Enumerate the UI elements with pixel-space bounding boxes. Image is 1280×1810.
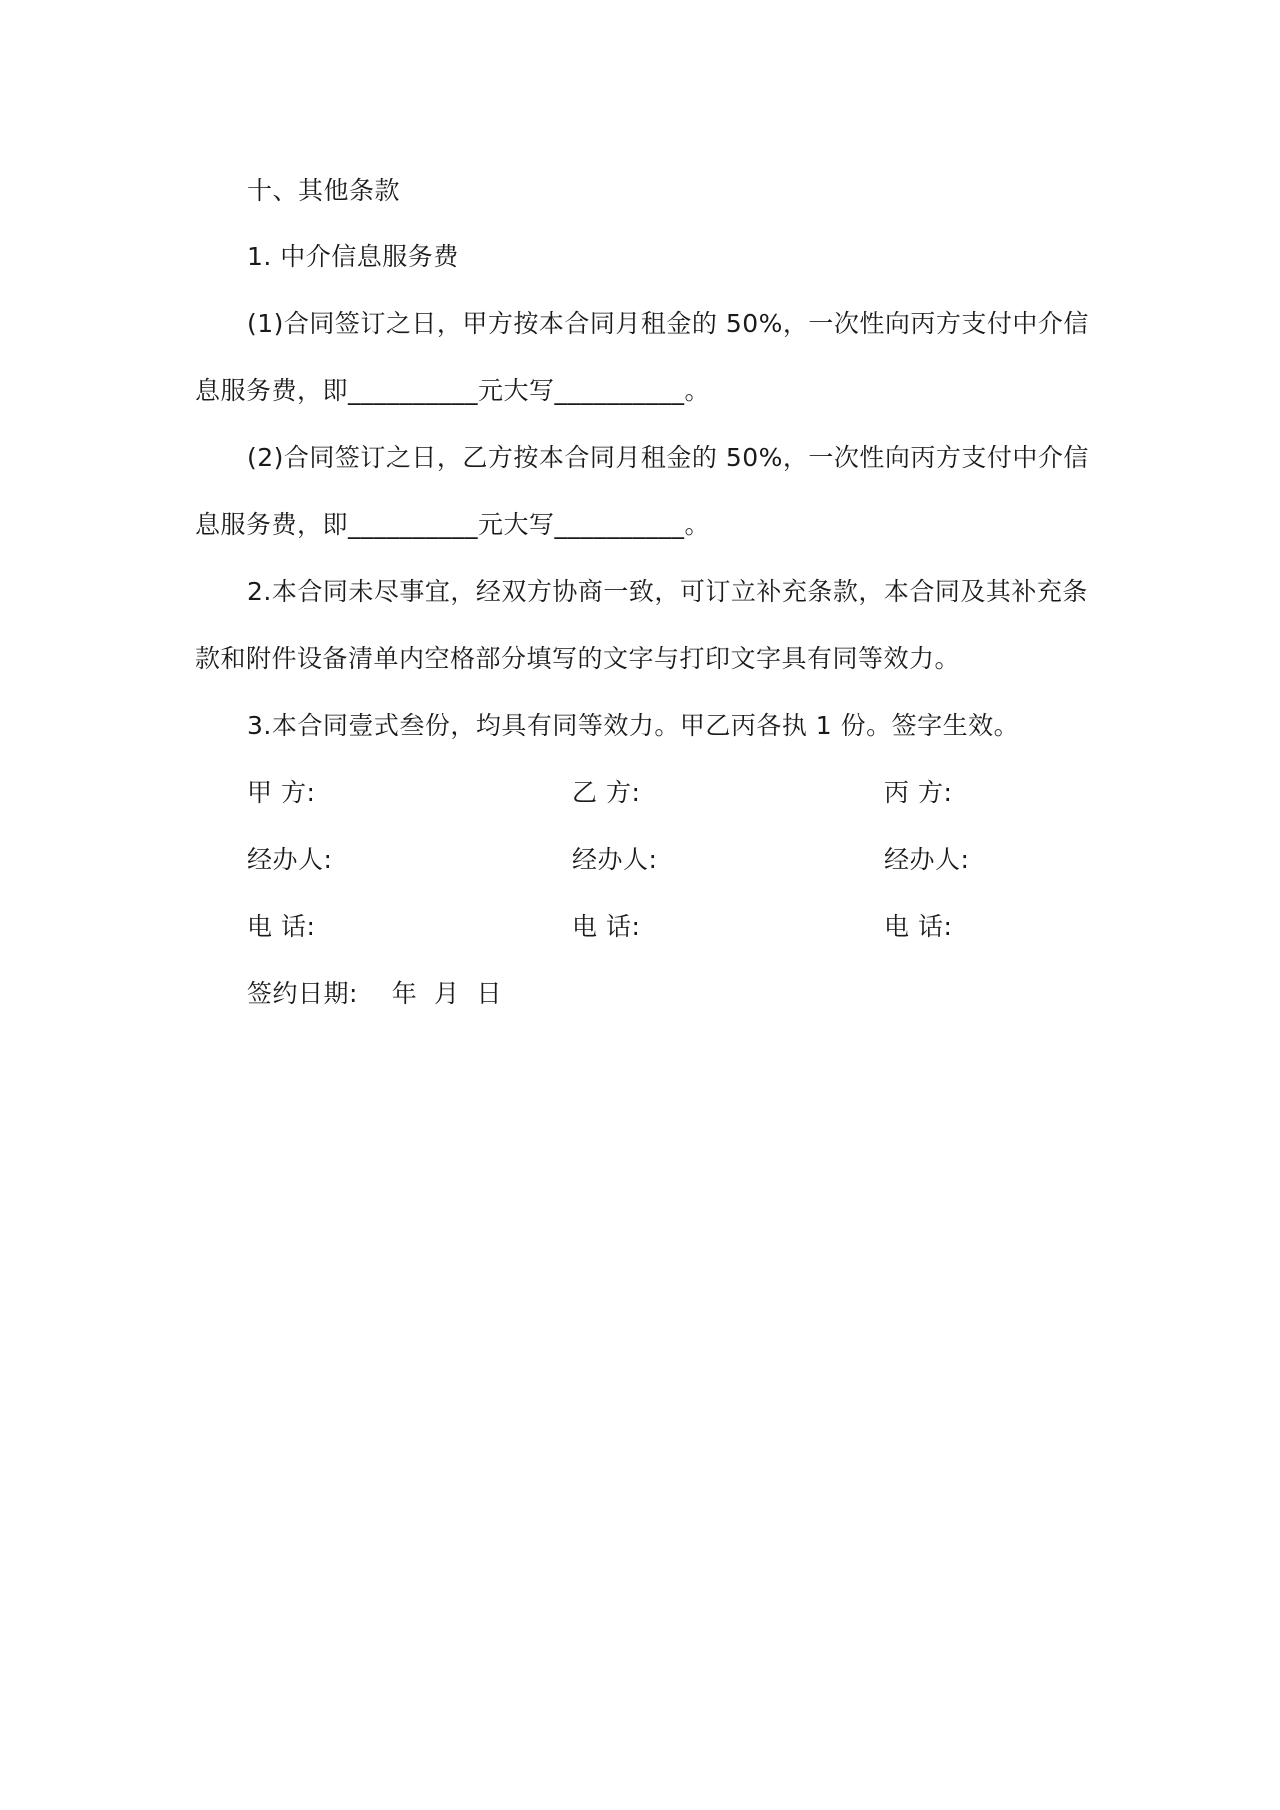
phone-a-label: 电 话: <box>247 912 316 941</box>
item1-para2-line1: (2)合同签订之日，乙方按本合同月租金的 50%，一次性向丙方支付中介信 <box>247 443 1089 472</box>
phone-c-label: 电 话: <box>884 912 953 941</box>
item2-line2: 款和附件设备清单内空格部分填写的文字与打印文字具有同等效力。 <box>195 644 961 673</box>
phone-b-label: 电 话: <box>572 912 641 941</box>
party-a-label: 甲 方: <box>247 778 316 807</box>
sign-date: 签约日期: 年 月 日 <box>247 979 502 1008</box>
item1-para2-line2: 息服务费，即__________元大写__________。 <box>195 510 711 539</box>
item1-para1-line2: 息服务费，即__________元大写__________。 <box>195 376 711 405</box>
agent-b-label: 经办人: <box>572 845 658 874</box>
item1-para1-line1: (1)合同签订之日，甲方按本合同月租金的 50%，一次性向丙方支付中介信 <box>247 309 1089 338</box>
agent-c-label: 经办人: <box>884 845 970 874</box>
party-b-label: 乙 方: <box>572 778 641 807</box>
agent-a-label: 经办人: <box>247 845 333 874</box>
item3: 3.本合同壹式叁份，均具有同等效力。甲乙丙各执 1 份。签字生效。 <box>247 711 1020 740</box>
item1-title: 1. 中介信息服务费 <box>247 242 459 271</box>
party-c-label: 丙 方: <box>884 778 953 807</box>
section-heading: 十、其他条款 <box>247 176 401 205</box>
item2-line1: 2.本合同未尽事宜，经双方协商一致，可订立补充条款，本合同及其补充条 <box>247 577 1088 606</box>
